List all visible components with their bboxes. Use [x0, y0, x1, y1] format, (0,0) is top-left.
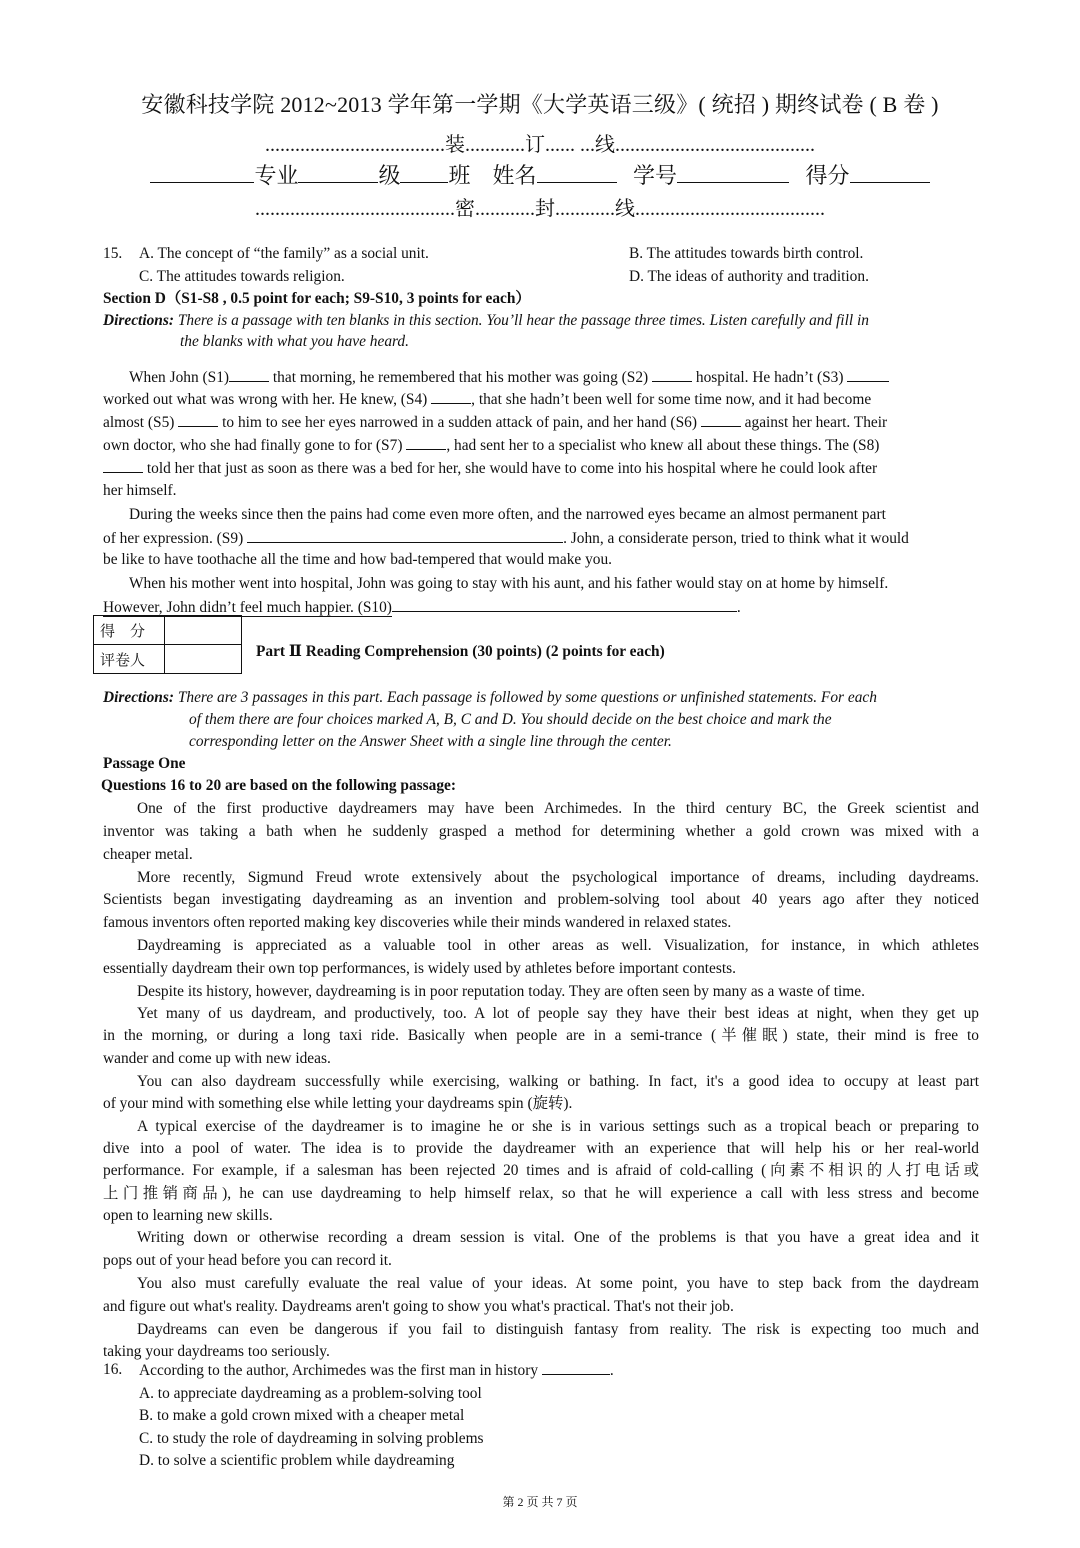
- passage-line: You also must carefully evaluate the real value of your ideas. At some point, you have to step back from the daydream: [137, 1275, 979, 1292]
- q16-blank: [542, 1359, 610, 1375]
- name-field[interactable]: [537, 158, 617, 183]
- grade-label: 级: [378, 163, 401, 188]
- q15-option-b: B. The attitudes towards birth control.: [629, 245, 864, 262]
- passage-line: dive into a pool of water. The idea is to provide the daydreamer with an experience that will help his or her real-world: [103, 1140, 979, 1157]
- page-footer: 第 2 页 共 7 页: [502, 1495, 578, 1509]
- blank-s6[interactable]: [701, 411, 741, 427]
- s-passage-line-6: her himself.: [103, 482, 177, 499]
- binding-line-bottom: ........................................密............封............线......................................: [255, 198, 825, 220]
- q15-number: 15.: [103, 245, 123, 262]
- q15-option-a: A. The concept of “the family” as a social unit.: [139, 245, 429, 262]
- q16-option-c[interactable]: C. to study the role of daydreaming in solving problems: [139, 1430, 484, 1447]
- q16-stem: According to the author, Archimedes was the first man in history .: [139, 1359, 614, 1382]
- score-box-score-cell[interactable]: [165, 616, 242, 645]
- blank-s10[interactable]: [392, 596, 737, 612]
- passage-line: You can also daydream successfully while exercising, walking or bathing. In fact, it's a good idea to occupy at least part: [137, 1073, 979, 1090]
- passage-line: of your mind with something else while letting your daydreams spin (旋转).: [103, 1095, 573, 1112]
- passage-line: and figure out what's reality. Daydreams aren't going to show you what's practical. That's not their job.: [103, 1298, 734, 1315]
- q15-option-c: C. The attitudes towards religion.: [139, 268, 345, 285]
- blank-s2[interactable]: [652, 366, 692, 382]
- s-passage-line-3: almost (S5) to him to see her eyes narrowed in a sudden attack of pain, and her hand (S6) against her heart. Their: [103, 411, 979, 434]
- passage-line: A typical exercise of the daydreamer is to imagine he or she is in various settings such as a tropical beach or preparing to: [137, 1118, 979, 1135]
- passage-line: essentially daydream their own top performances, is widely used by athletes before important contests.: [103, 960, 736, 977]
- s-passage-line-7: During the weeks since then the pains had come even more often, and the narrowed eyes became an almost permanent part: [129, 506, 886, 523]
- q16-option-a[interactable]: A. to appreciate daydreaming as a problem-solving tool: [139, 1385, 482, 1402]
- passage-line: pops out of your head before you can record it.: [103, 1252, 392, 1269]
- part2-directions-cont-1: of them there are four choices marked A, B, C and D. You should decide on the best choice and mark the: [189, 711, 832, 728]
- passage-line: One of the first productive daydreamers may have been Archimedes. In the third century BC, the Greek scientist and: [137, 800, 979, 817]
- part2-directions-cont-2: corresponding letter on the Answer Sheet with a single line through the center.: [189, 733, 672, 750]
- score-box: [93, 615, 242, 674]
- blank-s7[interactable]: [406, 434, 446, 450]
- student-info-line: [0, 158, 1080, 190]
- questions-intro: Questions 16 to 20 are based on the following passage:: [101, 777, 457, 794]
- class-field[interactable]: [400, 158, 448, 183]
- blank-s1[interactable]: [229, 366, 269, 382]
- major-field[interactable]: [150, 158, 254, 183]
- passage-one-title: Passage One: [103, 755, 186, 772]
- passage-line: cheaper metal.: [103, 846, 193, 863]
- exam-title: 安徽科技学院 2012~2013 学年第一学期《大学英语三级》( 统招 ) 期终试卷 ( B 卷 ): [141, 92, 939, 117]
- blank-s3[interactable]: [847, 366, 889, 382]
- passage-line: Daydreams can even be dangerous if you fail to distinguish fantasy from reality. The risk is expecting too much and: [137, 1321, 979, 1338]
- s-passage-line-9: be like to have toothache all the time and how bad-tempered that would make you.: [103, 551, 613, 568]
- name-label: 姓名: [492, 163, 537, 188]
- id-field[interactable]: [677, 158, 789, 183]
- grade-field[interactable]: [298, 158, 378, 183]
- binding-line-top: ....................................装............订...... ...线........................................: [265, 134, 815, 156]
- class-label: 班: [448, 163, 471, 188]
- passage-line: famous inventors often reported making key discoveries while their minds wandered in relaxed states.: [103, 914, 732, 931]
- score-box-grader-cell[interactable]: [165, 645, 242, 674]
- passage-line: Writing down or otherwise recording a dream session is vital. One of the problems is that you have a great idea and it: [137, 1229, 979, 1246]
- passage-line: performance. For example, if a salesman has been rejected 20 times and is afraid of cold-calling (向素不相识的人打电话或: [103, 1162, 979, 1179]
- passage-line: inventor was taking a bath when he suddenly grasped a method for determining whether a gold crown was mixed with a: [103, 823, 979, 840]
- q16-number: 16.: [103, 1361, 123, 1378]
- section-d-heading: Section D（S1-S8 , 0.5 point for each; S9-S10, 3 points for each）: [103, 290, 531, 307]
- section-d-directions: Directions: There is a passage with ten blanks in this section. You’ll hear the passage three times. Listen carefully and fill in: [103, 312, 869, 329]
- blank-s5[interactable]: [178, 411, 218, 427]
- passage-line: Despite its history, however, daydreaming is in poor reputation today. They are often seen by many as a waste of time.: [137, 983, 865, 1000]
- s-passage-line-2: worked out what was wrong with her. He knew, (S4) , that she hadn’t been well for some time now, and it had become: [103, 388, 979, 411]
- passage-line: More recently, Sigmund Freud wrote extensively about the psychological importance of dreams, including daydreams.: [137, 869, 979, 886]
- s-passage-line-4: own doctor, who she had finally gone to for (S7) , had sent her to a specialist who knew all about these things. The (S8): [103, 434, 979, 457]
- blank-s9[interactable]: [247, 527, 563, 543]
- s-passage-line-1: When John (S1) that morning, he remembered that his mother was going (S2) hospital. He hadn’t (S3): [129, 366, 979, 389]
- part2-title: Part Ⅱ Reading Comprehension (30 points) (2 points for each): [256, 643, 665, 660]
- score-field[interactable]: [850, 158, 930, 183]
- part2-directions: Directions: There are 3 passages in this part. Each passage is followed by some questions or unfinished statements. For each: [103, 689, 877, 706]
- blank-s8[interactable]: [103, 457, 143, 473]
- passage-line: Scientists began investigating daydreaming as an invention and problem-solving tool about 40 years ago after they noticed: [103, 891, 979, 908]
- passage-line: wander and come up with new ideas.: [103, 1050, 331, 1067]
- passage-line: open to learning new skills.: [103, 1207, 273, 1224]
- q16-option-d[interactable]: D. to solve a scientific problem while daydreaming: [139, 1452, 455, 1469]
- s-passage-line-5: told her that just as soon as there was a bed for her, she would have to come into his hospital where he could look after: [103, 457, 979, 480]
- score-box-score-label: 得 分: [94, 616, 165, 645]
- score-box-grader-label: 评卷人: [94, 645, 165, 674]
- passage-line: Daydreaming is appreciated as a valuable tool in other areas as well. Visualization, for instance, in which athletes: [137, 937, 979, 954]
- s-passage-line-10: When his mother went into hospital, John was going to stay with his aunt, and his father would stay on at home by himself.: [129, 575, 889, 592]
- passage-line: Yet many of us daydream, and productively, too. A lot of people say they have their best ideas at night, when they get up: [137, 1005, 979, 1022]
- q16-option-b[interactable]: B. to make a gold crown mixed with a cheaper metal: [139, 1407, 465, 1424]
- passage-line: in the morning, or during a long taxi ride. Basically when people are in a semi-trance (半催眠) state, their mind is free to: [103, 1027, 979, 1044]
- score-label: 得分: [805, 163, 850, 188]
- q15-option-d: D. The ideas of authority and tradition.: [629, 268, 869, 285]
- s-passage-line-8: of her expression. (S9) . John, a considerate person, tried to think what it would: [103, 527, 979, 550]
- passage-line: taking your daydreams too seriously.: [103, 1343, 330, 1360]
- blank-s4[interactable]: [431, 388, 471, 404]
- major-label: 专业: [254, 163, 299, 188]
- section-d-directions-cont: the blanks with what you have heard.: [180, 333, 409, 350]
- id-label: 学号: [633, 163, 678, 188]
- s-passage-line-11: However, John didn’t feel much happier. (S10) .: [103, 596, 741, 619]
- passage-line: 上门推销商品), he can use daydreaming to help himself relax, so that he will experience a call with less stress and become: [103, 1185, 979, 1202]
